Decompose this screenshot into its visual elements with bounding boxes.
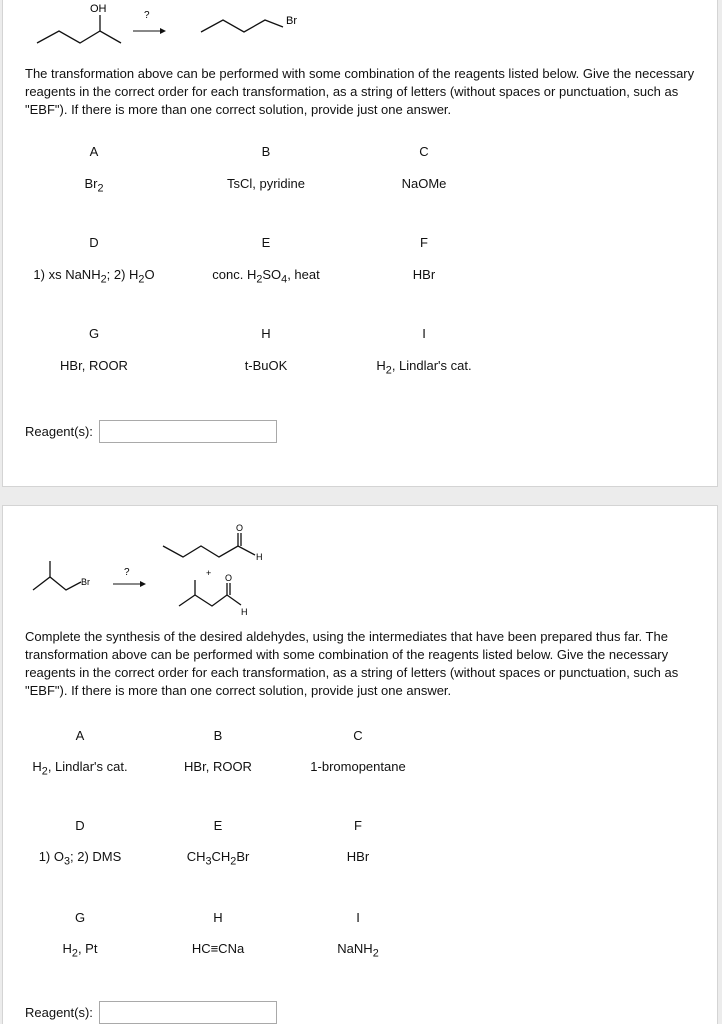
start-skeleton bbox=[37, 31, 121, 43]
question-1-panel bbox=[2, 0, 718, 487]
q1-reagent-f bbox=[334, 234, 514, 282]
q1-reagent-a bbox=[4, 143, 184, 195]
br-label-2: Br bbox=[81, 577, 90, 587]
reagent-name: HBr bbox=[346, 849, 370, 864]
br-label: Br bbox=[286, 15, 297, 27]
q1-reagent-h bbox=[176, 325, 356, 373]
arrow-question-2: ? bbox=[124, 567, 130, 578]
reagent-name: 1) xs NaNH$_2$; 2) $H_2O$ bbox=[33, 267, 155, 286]
reagent-name: $CH_3CH_2Br$ bbox=[186, 849, 250, 868]
reagent-letter: G bbox=[88, 326, 100, 341]
reagent-letter: A bbox=[75, 728, 85, 743]
reagent-label-1: Reagent(s): bbox=[25, 424, 93, 439]
isovaleraldehyde-skeleton bbox=[179, 595, 241, 606]
reagent-letter: B bbox=[213, 728, 223, 743]
q1-reagent-i bbox=[334, 325, 514, 377]
reagent-name: TsCl, pyridine bbox=[226, 176, 306, 191]
reagent-letter: C bbox=[353, 728, 363, 743]
arrow-head-icon bbox=[160, 28, 166, 34]
q2-reagent-c bbox=[268, 727, 448, 774]
q1-reagent-d bbox=[4, 234, 184, 286]
arrow-question: ? bbox=[144, 10, 150, 21]
reagent-letter: B bbox=[261, 144, 271, 159]
iso-h-label: H bbox=[241, 607, 248, 617]
reagent-name: $H_2$, Lindlar's cat. bbox=[32, 759, 128, 778]
reagent-letter: D bbox=[89, 235, 99, 250]
reagent-input-1[interactable] bbox=[99, 420, 277, 443]
reagent-letter: E bbox=[213, 818, 223, 833]
reagent-letter: I bbox=[422, 326, 426, 341]
reagent-letter: H bbox=[213, 910, 223, 925]
hexanal-h-label: H bbox=[256, 552, 263, 562]
arrow-head-icon-2 bbox=[140, 581, 146, 587]
q1-reagent-c bbox=[334, 143, 514, 191]
reagent-name: NaNH$_2$ bbox=[337, 941, 379, 960]
iso-o-label: O bbox=[225, 573, 233, 583]
reagent-name: NaOMe bbox=[401, 176, 447, 191]
reagent-name: $Br_2$ bbox=[84, 176, 104, 195]
reaction-scheme-2 bbox=[3, 506, 719, 626]
reagent-letter: F bbox=[354, 818, 362, 833]
q2-reagent-i bbox=[268, 909, 448, 960]
reagent-name: 1-bromopentane bbox=[310, 759, 406, 774]
reagent-letter: A bbox=[89, 144, 99, 159]
reagent-letter: H bbox=[261, 326, 271, 341]
reaction-scheme-1 bbox=[3, 0, 719, 60]
reagent-letter: E bbox=[261, 235, 271, 250]
product-skeleton bbox=[201, 20, 283, 32]
q1-reagent-g bbox=[4, 325, 184, 373]
oh-label: OH bbox=[90, 3, 107, 15]
start-skeleton-2 bbox=[33, 577, 81, 590]
reagent-name: 1) $O_3$; 2) DMS bbox=[38, 849, 122, 868]
reagent-input-2[interactable] bbox=[99, 1001, 277, 1024]
q2-reagent-f bbox=[268, 817, 448, 864]
reagent-letter: F bbox=[420, 235, 428, 250]
reagent-name: $H_2$, Lindlar's cat. bbox=[376, 358, 472, 377]
reagent-letter: I bbox=[356, 910, 360, 925]
reagent-letter: C bbox=[419, 144, 429, 159]
reagent-letter: G bbox=[74, 910, 86, 925]
reagent-name: HBr, ROOR bbox=[184, 759, 252, 774]
q1-reagent-e bbox=[176, 234, 356, 286]
reagent-letter: D bbox=[75, 818, 85, 833]
reagent-name: HBr bbox=[412, 267, 436, 282]
question-2-description: Complete the synthesis of the desired aldehydes, using the intermediates that have been prepared thus far. The transformation above can be performed with some combination of the reagents listed below. Give the necessary reagents in the correct order for each transformation, as a string of letters (without spaces or punctuation, such as "EBF"). If there is more than one correct solution, provide just one answer. bbox=[25, 629, 679, 698]
question-1-description: The transformation above can be performed with some combination of the reagents listed below. Give the necessary reagents in the correct order for each transformation, as a string of letters (without spaces or punctuation, such as "EBF"). If there is more than one correct solution, provide just one answer. bbox=[25, 66, 695, 117]
reagent-name: HBr, ROOR bbox=[60, 358, 128, 373]
question-2-panel bbox=[2, 505, 718, 1024]
reagent-name: $H_2$, Pt bbox=[62, 941, 98, 960]
reagent-name: HC≡CNa bbox=[191, 941, 245, 956]
plus-sign: + bbox=[206, 568, 212, 578]
reagent-name: t-BuOK bbox=[244, 358, 288, 373]
reagent-label-2: Reagent(s): bbox=[25, 1005, 93, 1020]
reagent-name: conc. $H_2SO_4$, heat bbox=[212, 267, 320, 286]
hexanal-o-label: O bbox=[236, 523, 244, 533]
hexanal-skeleton bbox=[163, 546, 255, 557]
q1-reagent-b bbox=[176, 143, 356, 191]
